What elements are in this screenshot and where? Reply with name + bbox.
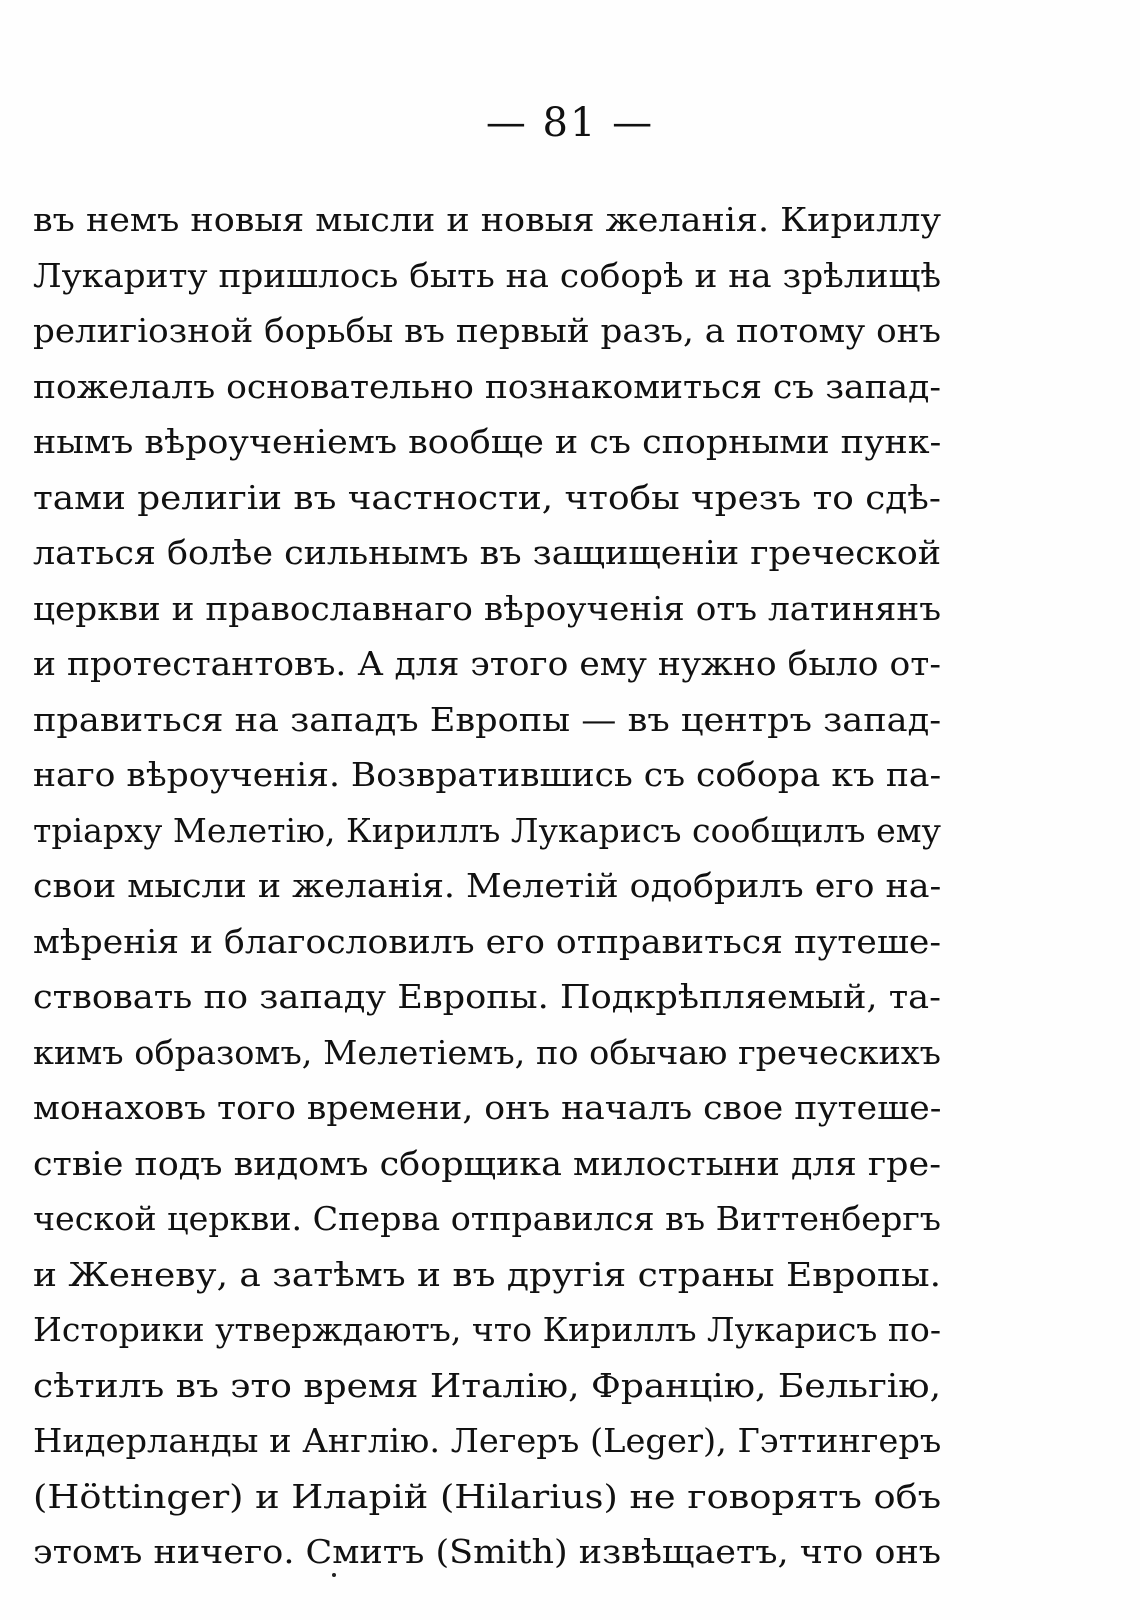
text-line: этомъ ничего. Смитъ (Smith) извѣщаетъ, что онъ — [33, 1532, 941, 1571]
text-line: ческой церкви. Сперва отправился въ Виттенбергъ — [33, 1199, 941, 1238]
text-line: и Женеву, а затѣмъ и въ другія страны Европы. — [33, 1254, 941, 1294]
text-line: наго вѣроученія. Возвратившись съ собора къ па- — [33, 755, 942, 794]
text-line: Нидерланды и Англію. Легеръ (Leger), Гэттингеръ — [33, 1421, 942, 1460]
body-text — [33, 192, 973, 1580]
text-line: мѣренія и благословилъ его отправиться путеше- — [33, 921, 941, 961]
text-line: пожелалъ основательно познакомиться съ запад- — [33, 366, 941, 406]
text-line: нымъ вѣроученіемъ вообще и съ спорными пунк- — [33, 422, 942, 461]
text-line: (Höttinger) и Иларій (Hilarius) не говорятъ объ — [33, 1476, 942, 1516]
text-line: ствовать по западу Европы. Подкрѣпляемый, та- — [33, 977, 941, 1016]
text-line: Лукариту пришлось быть на соборѣ и на зрѣлищѣ — [33, 255, 941, 295]
text-line: религіозной борьбы въ первый разъ, а потому онъ — [33, 311, 941, 350]
ink-speck — [332, 1573, 336, 1577]
text-line: свои мысли и желанія. Мелетій одобрилъ его на- — [33, 866, 942, 905]
text-line: латься болѣе сильнымъ въ защищеніи греческой — [33, 533, 942, 572]
text-line: и протестантовъ. А для этого ему нужно было от- — [33, 644, 941, 683]
text-line: церкви и православнаго вѣроученія отъ латинянъ — [33, 588, 941, 628]
text-line: Историки утверждаютъ, что Кириллъ Лукарисъ по- — [33, 1310, 941, 1349]
text-line: ствіе подъ видомъ сборщика милостыни для гре- — [33, 1143, 942, 1183]
text-line: кимъ образомъ, Мелетіемъ, по обычаю греческихъ — [33, 1032, 942, 1072]
text-line: монаховъ того времени, онъ началъ свое путеше- — [33, 1088, 942, 1127]
text-line: сѣтилъ въ это время Италію, Францію, Бельгію, — [33, 1365, 941, 1405]
text-line: въ немъ новыя мысли и новыя желанія. Кириллу — [33, 200, 942, 239]
text-line: тріарху Мелетію, Кириллъ Лукарисъ сообщилъ ему — [33, 810, 941, 850]
page-number: — 81 — — [485, 100, 655, 146]
text-line: тами религіи въ частности, чтобы чрезъ то сдѣ- — [33, 477, 941, 517]
text-line: правиться на западъ Европы — въ центръ запад- — [33, 699, 942, 739]
